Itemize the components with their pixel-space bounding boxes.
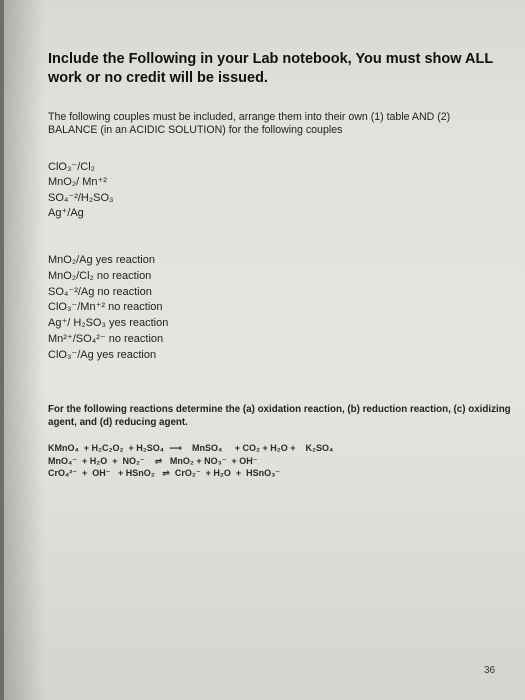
question-line-1: For the following reactions determine the (a) oxidation reaction, (b) reduction reaction, (c) oxidizing [48,404,511,415]
couple-item: MnO₂/ Mn⁺² [48,176,107,189]
redox-question [48,403,511,429]
page-number: 36 [484,665,496,676]
notebook-page [4,0,525,700]
equation-item: MnO₄⁻ + H₂O + NO₂⁻ ⇌ MnO₂ + NO₃⁻ + OH⁻ [48,455,258,466]
result-item: ClO₃⁻/Mn⁺² no reaction [48,301,163,314]
intro-line-1: The following couples must be included, arrange them into their own (1) table AND (2) [48,111,451,123]
question-line-2: agent, and (d) reducing agent. [48,417,188,428]
couples-list [48,160,498,221]
intro-line-2: BALANCE (in an ACIDIC SOLUTION) for the following couples [48,124,343,136]
result-item: MnO₂/Ag yes reaction [48,254,155,266]
result-item: MnO₂/Cl₂ no reaction [48,269,152,282]
result-item: ClO₃⁻/Ag yes reaction [48,348,157,361]
couple-item: SO₄⁻²/H₂SO₃ [48,191,114,204]
reaction-results-list [48,253,498,364]
intro-paragraph [48,111,498,137]
result-item: Ag⁺/ H₂SO₃ yes reaction [48,317,169,330]
equation-item: CrO₄²⁻ + OH⁻ + HSnO₂ ⇌ CrO₂⁻ + H₂O + HSnO₃⁻ [48,468,281,478]
heading-line-1: Include the Following in your Lab notebook, You must show ALL [48,51,494,67]
couple-item: Ag⁺/Ag [48,206,84,219]
equations-list [48,442,518,480]
result-item: Mn²⁺/SO₄²⁻ no reaction [48,332,164,345]
heading-line-2: work or no credit will be issued. [48,70,268,86]
couple-item: ClO₃⁻/Cl₂ [48,161,95,173]
instruction-heading [48,50,498,88]
result-item: SO₄⁻²/Ag no reaction [48,285,152,298]
equation-item: KMnO₄ + H₂C₂O₂ + H₂SO₄ ⟶ MnSO₄ + CO₂ + H₂O + K₂SO₄ [48,443,334,453]
